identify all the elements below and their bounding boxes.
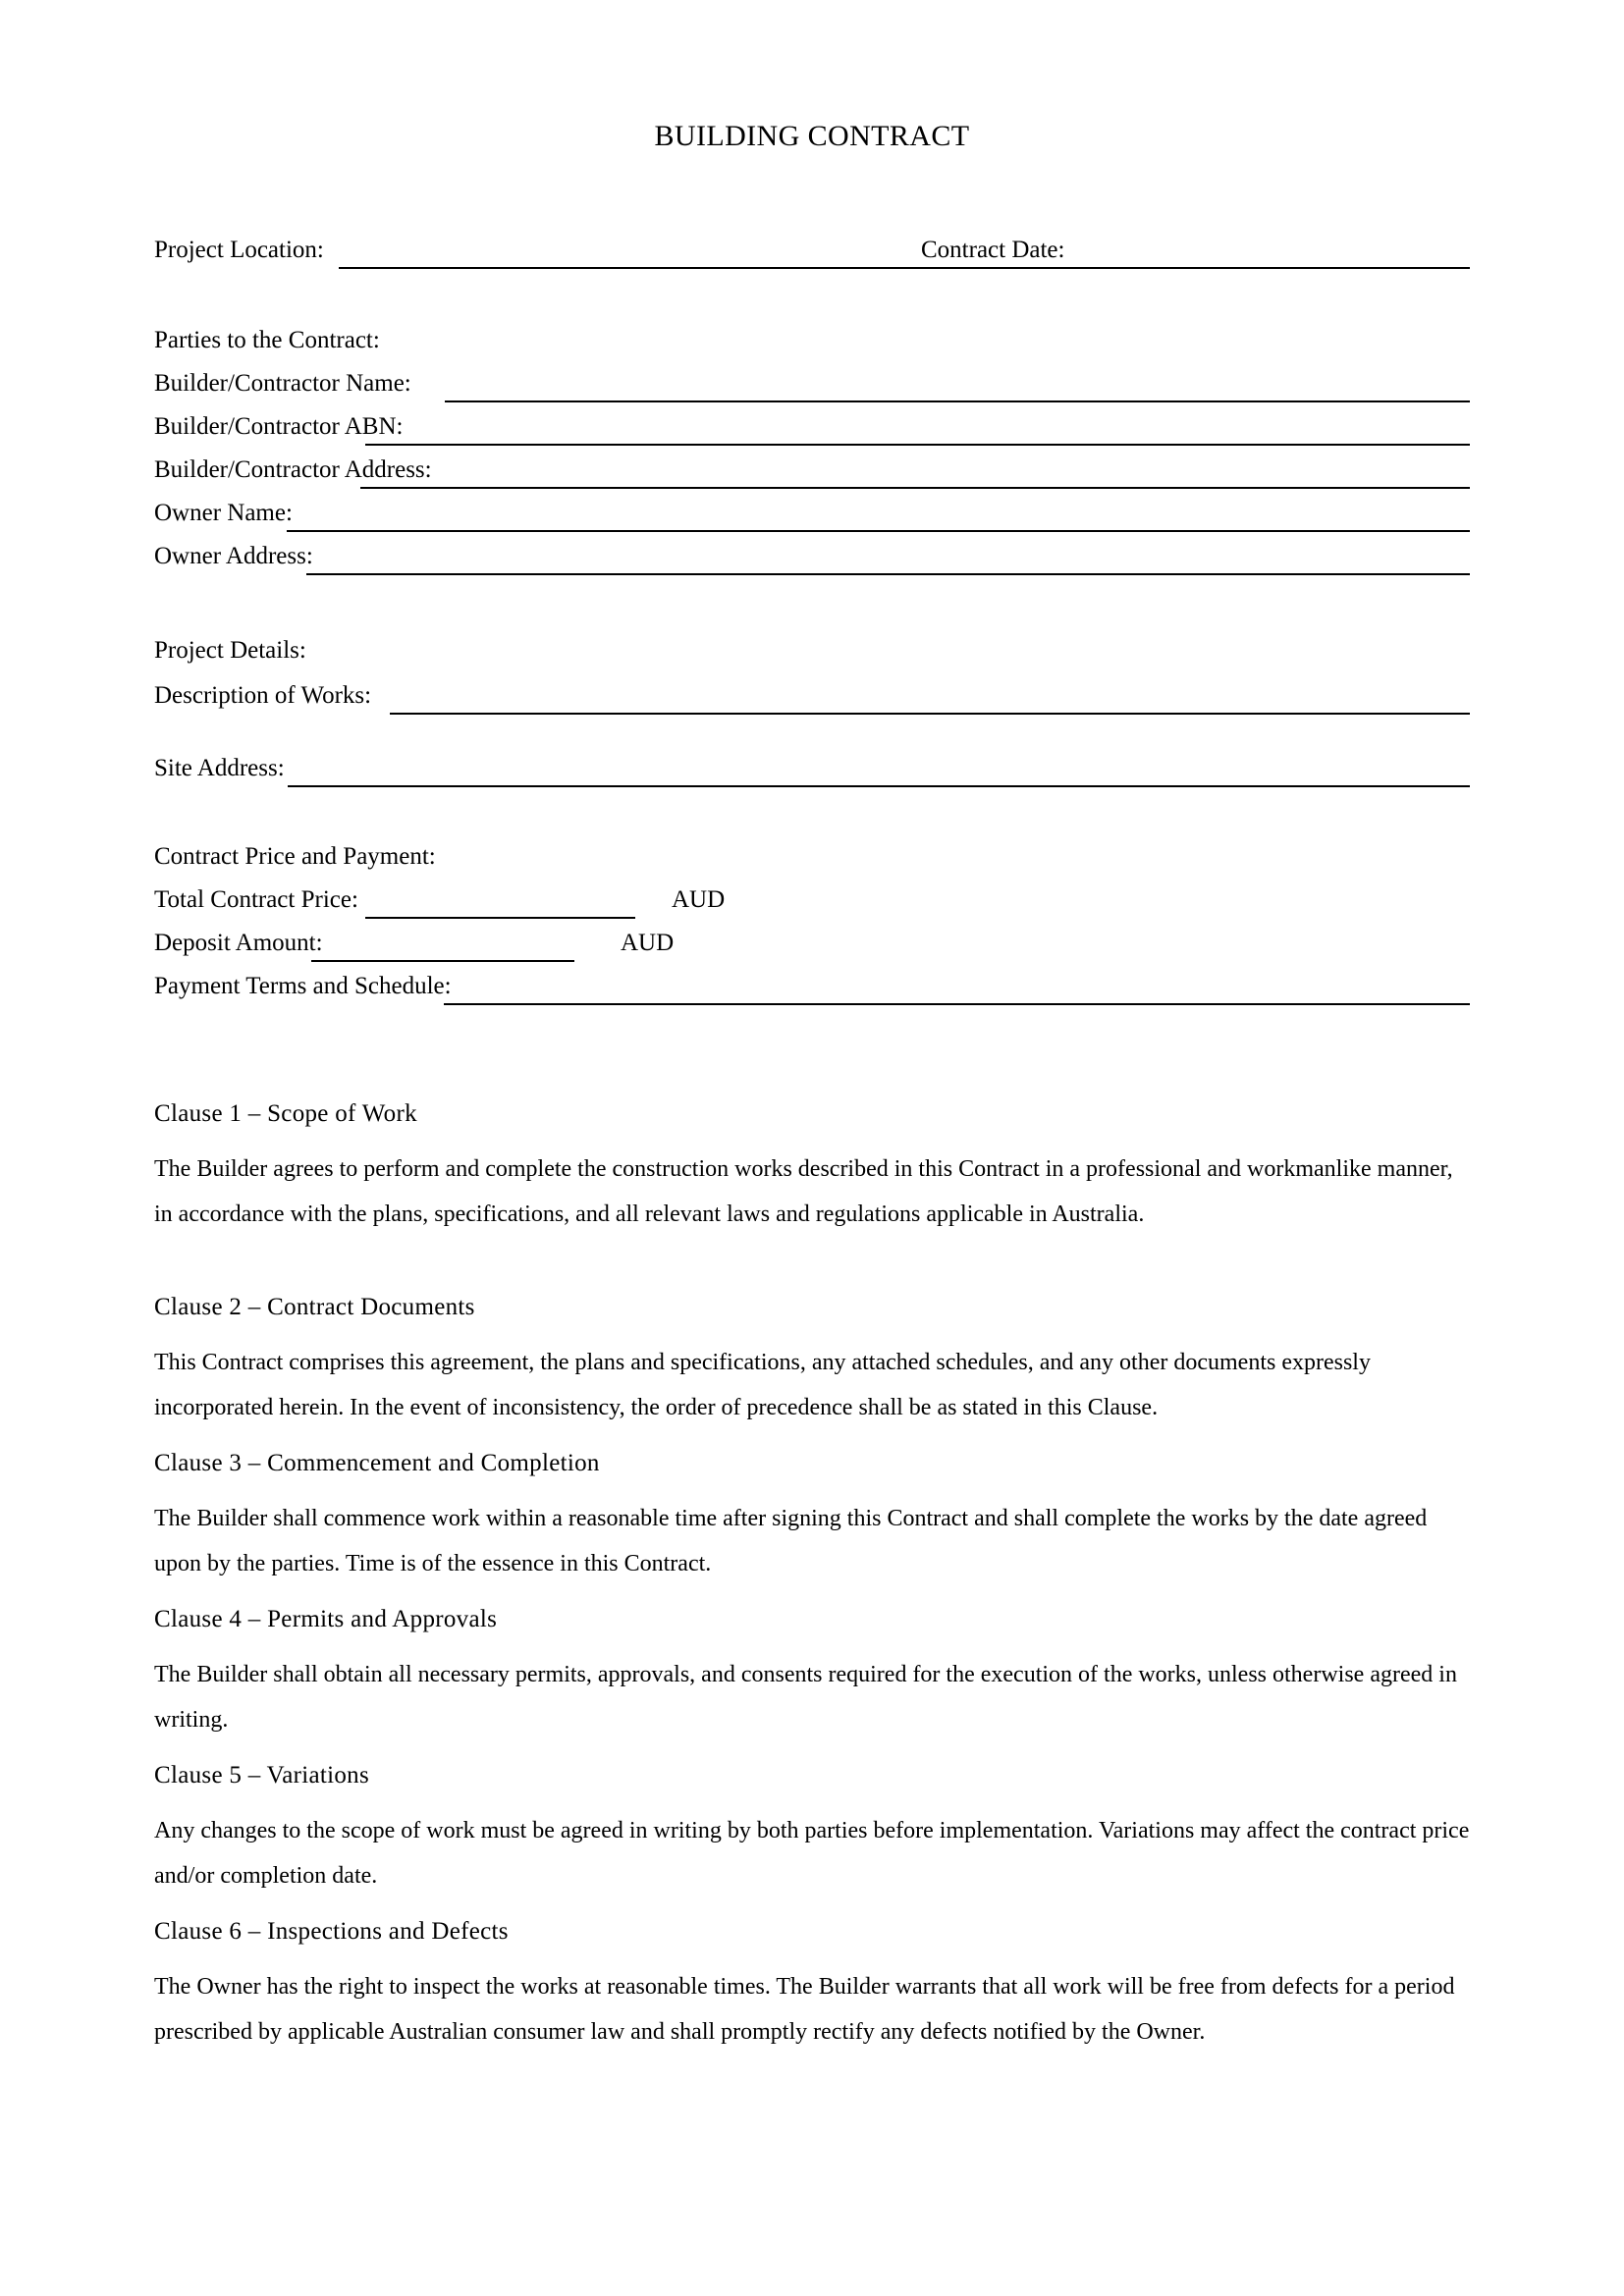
clause-1: [154, 1099, 1473, 1237]
total-contract-price-input-rule[interactable]: [365, 917, 635, 919]
builder-address-label: Builder/Contractor Address:: [154, 456, 432, 483]
clause-3: [154, 1449, 1473, 1586]
builder-address-row: [154, 455, 1470, 489]
builder-name-row: [154, 369, 1470, 402]
clause-2: [154, 1293, 1473, 1430]
deposit-amount-label: Deposit Amount:: [154, 930, 323, 956]
clause-4-body: The Builder shall obtain all necessary permits, approvals, and consents required for the execution of the works, unless otherwise agreed in writing.: [154, 1662, 1457, 1733]
owner-address-label: Owner Address:: [154, 543, 313, 569]
owner-address-row: [154, 542, 1470, 575]
payment-terms-label: Payment Terms and Schedule:: [154, 973, 452, 999]
owner-name-input-rule[interactable]: [287, 530, 1470, 532]
clause-6: [154, 1917, 1473, 2055]
deposit-amount-row: [154, 929, 1470, 962]
contract-price-heading: Contract Price and Payment:: [154, 843, 436, 870]
contract-date-label: Contract Date:: [921, 237, 1065, 263]
parties-heading: Parties to the Contract:: [154, 327, 380, 353]
site-address-label: Site Address:: [154, 755, 285, 781]
builder-name-label: Builder/Contractor Name:: [154, 370, 411, 397]
total-contract-price-row: [154, 885, 1470, 919]
clause-4: [154, 1605, 1473, 1742]
clause-2-title: Clause 2 – Contract Documents: [154, 1294, 475, 1320]
clause-2-body: This Contract comprises this agreement, the plans and specifications, any attached schedules, and any other documents expressly incorporated herein. In the event of inconsistency, the order of precedence shall be as stated in this Clause.: [154, 1350, 1371, 1420]
site-address-input-rule[interactable]: [288, 785, 1470, 787]
owner-address-input-rule[interactable]: [306, 573, 1470, 575]
description-of-works-label: Description of Works:: [154, 682, 372, 709]
payment-terms-row: [154, 972, 1470, 1005]
payment-terms-input-rule[interactable]: [444, 1003, 1470, 1005]
clause-1-body: The Builder agrees to perform and complete the construction works described in this Contract in a professional and workmanlike manner, in accordance with the plans, specifications, and all relevant laws and regulations applicable in Australia.: [154, 1156, 1453, 1227]
builder-abn-row: [154, 412, 1470, 446]
document-title: BUILDING CONTRACT: [654, 120, 970, 152]
clause-4-title: Clause 4 – Permits and Approvals: [154, 1606, 498, 1632]
clause-3-body: The Builder shall commence work within a reasonable time after signing this Contract and shall complete the works by the date agreed upon by the parties. Time is of the essence in this Contract.: [154, 1506, 1428, 1576]
project-location-input-rule[interactable]: [339, 267, 1470, 269]
project-details-heading: Project Details:: [154, 637, 306, 664]
project-location-row: [154, 236, 1470, 269]
builder-abn-label: Builder/Contractor ABN:: [154, 413, 404, 440]
clause-5: [154, 1761, 1473, 1898]
clause-5-title: Clause 5 – Variations: [154, 1762, 370, 1789]
builder-abn-input-rule[interactable]: [365, 444, 1470, 446]
builder-address-input-rule[interactable]: [360, 487, 1470, 489]
clause-5-body: Any changes to the scope of work must be agreed in writing by both parties before implementation. Variations may affect the contract price and/or completion date.: [154, 1818, 1470, 1889]
owner-name-row: [154, 499, 1470, 532]
deposit-amount-input-rule[interactable]: [311, 960, 574, 962]
deposit-amount-currency: AUD: [621, 930, 675, 956]
owner-name-label: Owner Name:: [154, 500, 293, 526]
builder-name-input-rule[interactable]: [445, 400, 1470, 402]
site-address-row: [154, 754, 1470, 787]
description-of-works-input-rule[interactable]: [390, 713, 1470, 715]
description-of-works-row: [154, 681, 1470, 715]
clause-3-title: Clause 3 – Commencement and Completion: [154, 1450, 600, 1476]
clause-6-body: The Owner has the right to inspect the works at reasonable times. The Builder warrants that all work will be free from defects for a period prescribed by applicable Australian consumer law and shall promptly rectify any defects notified by the Owner.: [154, 1974, 1455, 2045]
total-contract-price-label: Total Contract Price:: [154, 886, 358, 913]
total-contract-price-currency: AUD: [672, 886, 726, 913]
clause-1-title: Clause 1 – Scope of Work: [154, 1100, 417, 1127]
clause-6-title: Clause 6 – Inspections and Defects: [154, 1918, 509, 1945]
project-location-label: Project Location:: [154, 237, 324, 263]
